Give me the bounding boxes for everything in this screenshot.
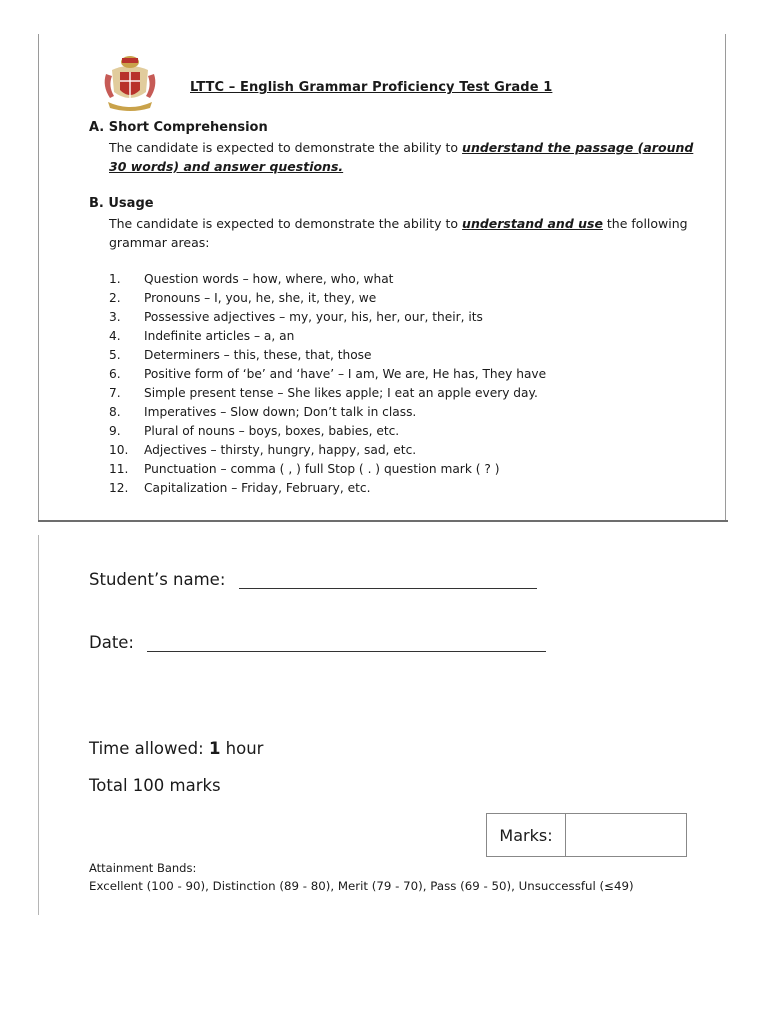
- date-row: [89, 633, 546, 652]
- attainment-bands-text: Excellent (100 - 90), Distinction (89 - 80), Merit (79 - 70), Pass (69 - 50), Unsuccessful (≤49): [89, 879, 634, 893]
- list-item: [109, 270, 546, 289]
- date-field[interactable]: [147, 637, 546, 652]
- list-item-text: Possessive adjectives – my, your, his, her, our, their, its: [144, 310, 483, 324]
- time-allowed: [89, 739, 263, 758]
- list-item: [109, 365, 546, 384]
- list-item-text: Punctuation – comma ( , ) full Stop ( . ) question mark ( ? ): [144, 462, 500, 476]
- list-item-number: 7.: [109, 386, 121, 400]
- list-item-number: 3.: [109, 310, 121, 324]
- list-item: [109, 422, 546, 441]
- list-item-number: 10.: [109, 443, 129, 457]
- grammar-areas-list: [109, 270, 546, 498]
- section-b-text-plain: The candidate is expected to demonstrate the ability to: [109, 216, 463, 231]
- list-item-text: Indefinite articles – a, an: [144, 329, 295, 343]
- document-title: LTTC – English Grammar Proficiency Test Grade 1: [190, 80, 553, 95]
- list-item-number: 5.: [109, 348, 121, 362]
- list-item: [109, 308, 546, 327]
- list-item-text: Pronouns – I, you, he, she, it, they, we: [144, 291, 377, 305]
- list-item: [109, 289, 546, 308]
- list-item-number: 9.: [109, 424, 121, 438]
- date-label: Date:: [89, 633, 134, 652]
- total-marks: Total 100 marks: [89, 776, 221, 795]
- list-item-number: 4.: [109, 329, 121, 343]
- list-item: [109, 460, 546, 479]
- list-item-number: 1.: [109, 272, 121, 286]
- list-item-text: Determiners – this, these, that, those: [144, 348, 372, 362]
- marks-label: Marks:: [487, 814, 566, 856]
- list-item: [109, 346, 546, 365]
- list-item-text: Simple present tense – She likes apple; I eat an apple every day.: [144, 386, 538, 400]
- list-item-number: 11.: [109, 462, 129, 476]
- section-a-text-plain: The candidate is expected to demonstrate the ability to: [109, 140, 463, 155]
- page-left-rule: [38, 535, 39, 915]
- list-item: [109, 327, 546, 346]
- student-name-row: [89, 570, 537, 589]
- student-name-label: Student’s name:: [89, 570, 226, 589]
- list-item-number: 12.: [109, 481, 129, 495]
- list-item-text: Question words – how, where, who, what: [144, 272, 394, 286]
- list-item: [109, 441, 546, 460]
- time-allowed-value: 1: [208, 739, 221, 758]
- marks-field[interactable]: [566, 814, 686, 856]
- section-b-text-emphasis: understand and use: [462, 216, 603, 231]
- time-allowed-label: Time allowed:: [89, 739, 209, 758]
- list-item-number: 6.: [109, 367, 121, 381]
- section-a-text-emphasis: understand the passage (around 30 words) and answer questions.: [109, 140, 694, 174]
- student-name-field[interactable]: [239, 574, 537, 589]
- list-item-text: Plural of nouns – boys, boxes, babies, etc.: [144, 424, 400, 438]
- list-item-number: 2.: [109, 291, 121, 305]
- section-b-heading: B. Usage: [89, 196, 154, 211]
- time-allowed-unit: hour: [220, 739, 264, 758]
- section-b-text-tail: the following grammar areas:: [109, 216, 688, 250]
- section-a-heading: A. Short Comprehension: [89, 120, 268, 135]
- section-b-text: [109, 214, 699, 252]
- list-item-text: Imperatives – Slow down; Don’t talk in class.: [144, 405, 417, 419]
- list-item-text: Adjectives – thirsty, hungry, happy, sad, etc.: [144, 443, 417, 457]
- list-item: [109, 479, 546, 498]
- attainment-bands-title: Attainment Bands:: [89, 861, 197, 875]
- list-item-number: 8.: [109, 405, 121, 419]
- list-item-text: Positive form of ‘be’ and ‘have’ – I am, We are, He has, They have: [144, 367, 547, 381]
- syllabus-panel-border: [38, 520, 728, 522]
- list-item: [109, 384, 546, 403]
- marks-box: [486, 813, 687, 857]
- list-item-text: Capitalization – Friday, February, etc.: [144, 481, 371, 495]
- coat-of-arms-icon: [100, 52, 160, 114]
- section-a-text: [109, 138, 699, 176]
- list-item: [109, 403, 546, 422]
